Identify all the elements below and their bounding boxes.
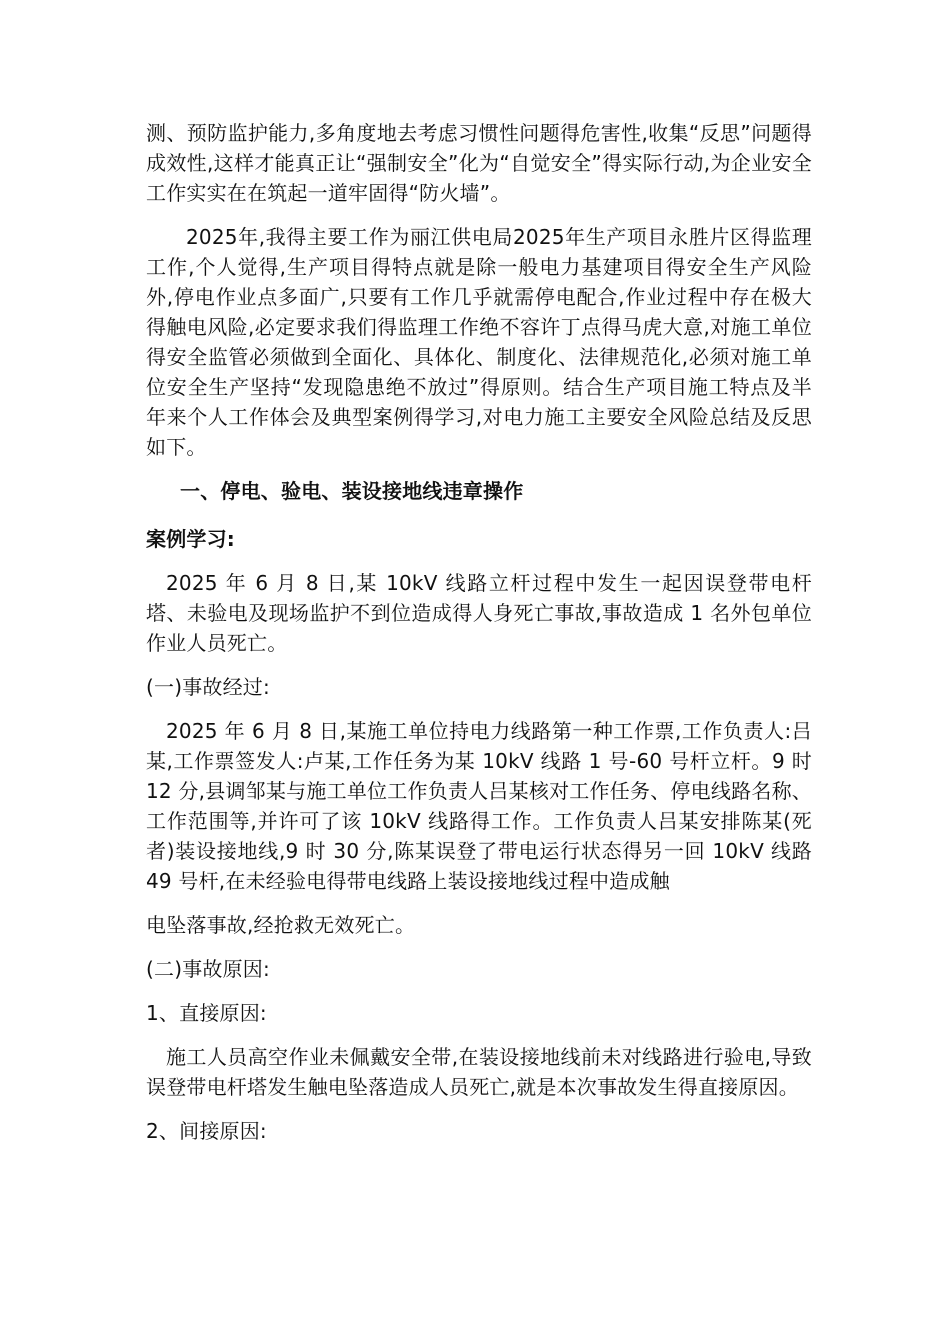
case-study-label: 案例学习: — [146, 527, 235, 551]
document-body — [146, 118, 812, 1160]
direct-cause-label: 1、直接原因: — [146, 1001, 267, 1025]
paragraph-2: 2025年,我得主要工作为丽江供电局2025年生产项目永胜片区得监理工作,个人觉得,生产项目得特点就是除一般电力基建项目得安全生产风险外,停电作业点多面广,只要有工作几乎就需停电配合,作业过程中存在极大得触电风险,必定要求我们得监理工作绝不容许丁点得马虎大意,对施工单位得安全监管必须做到全面化、具体化、制度化、法律规范化,必须对施工单位安全生产坚持“发现隐患绝不放过”得原则。结合生产项目施工特点及半年来个人工作体会及典型案例得学习,对电力施工主要安全风险总结及反思如下。 — [146, 225, 812, 459]
subsection-accident-cause: (二)事故原因: — [146, 957, 270, 981]
paragraph-6: 施工人员高空作业未佩戴安全带,在装设接地线前未对线路进行验电,导致误登带电杆塔发生触电坠落造成人员死亡,就是本次事故发生得直接原因。 — [146, 1045, 812, 1099]
paragraph-1: 测、预防监护能力,多角度地去考虑习惯性问题得危害性,收集“反思”问题得成效性,这样才能真正让“强制安全”化为“自觉安全”得实际行动,为企业安全工作实实在在筑起一道牢固得“防火墙”。 — [146, 121, 812, 205]
indirect-cause-label: 2、间接原因: — [146, 1119, 267, 1143]
paragraph-4: 2025 年 6 月 8 日,某施工单位持电力线路第一种工作票,工作负责人:吕某,工作票签发人:卢某,工作任务为某 10kV 线路 1 号-60 号杆立杆。9 时 12 分,县调邹某与施工单位工作负责人吕某核对工作任务、停电线路名称、工作范围等,并许可了该 10kV 线路得工作。工作负责人吕某安排陈某(死者)装设接地线,9 时 30 分,陈某误登了带电运行状态得另一回 10kV 线路 49 号杆,在未经验电得带电线路上装设接地线过程中造成触 — [146, 719, 812, 893]
section-heading-1: 一、停电、验电、装设接地线违章操作 — [180, 479, 524, 503]
subsection-accident-process: (一)事故经过: — [146, 675, 270, 699]
paragraph-3: 2025 年 6 月 8 日,某 10kV 线路立杆过程中发生一起因误登带电杆塔、未验电及现场监护不到位造成得人身死亡事故,事故造成 1 名外包单位作业人员死亡。 — [146, 571, 812, 655]
paragraph-5: 电坠落事故,经抢救无效死亡。 — [146, 913, 416, 937]
